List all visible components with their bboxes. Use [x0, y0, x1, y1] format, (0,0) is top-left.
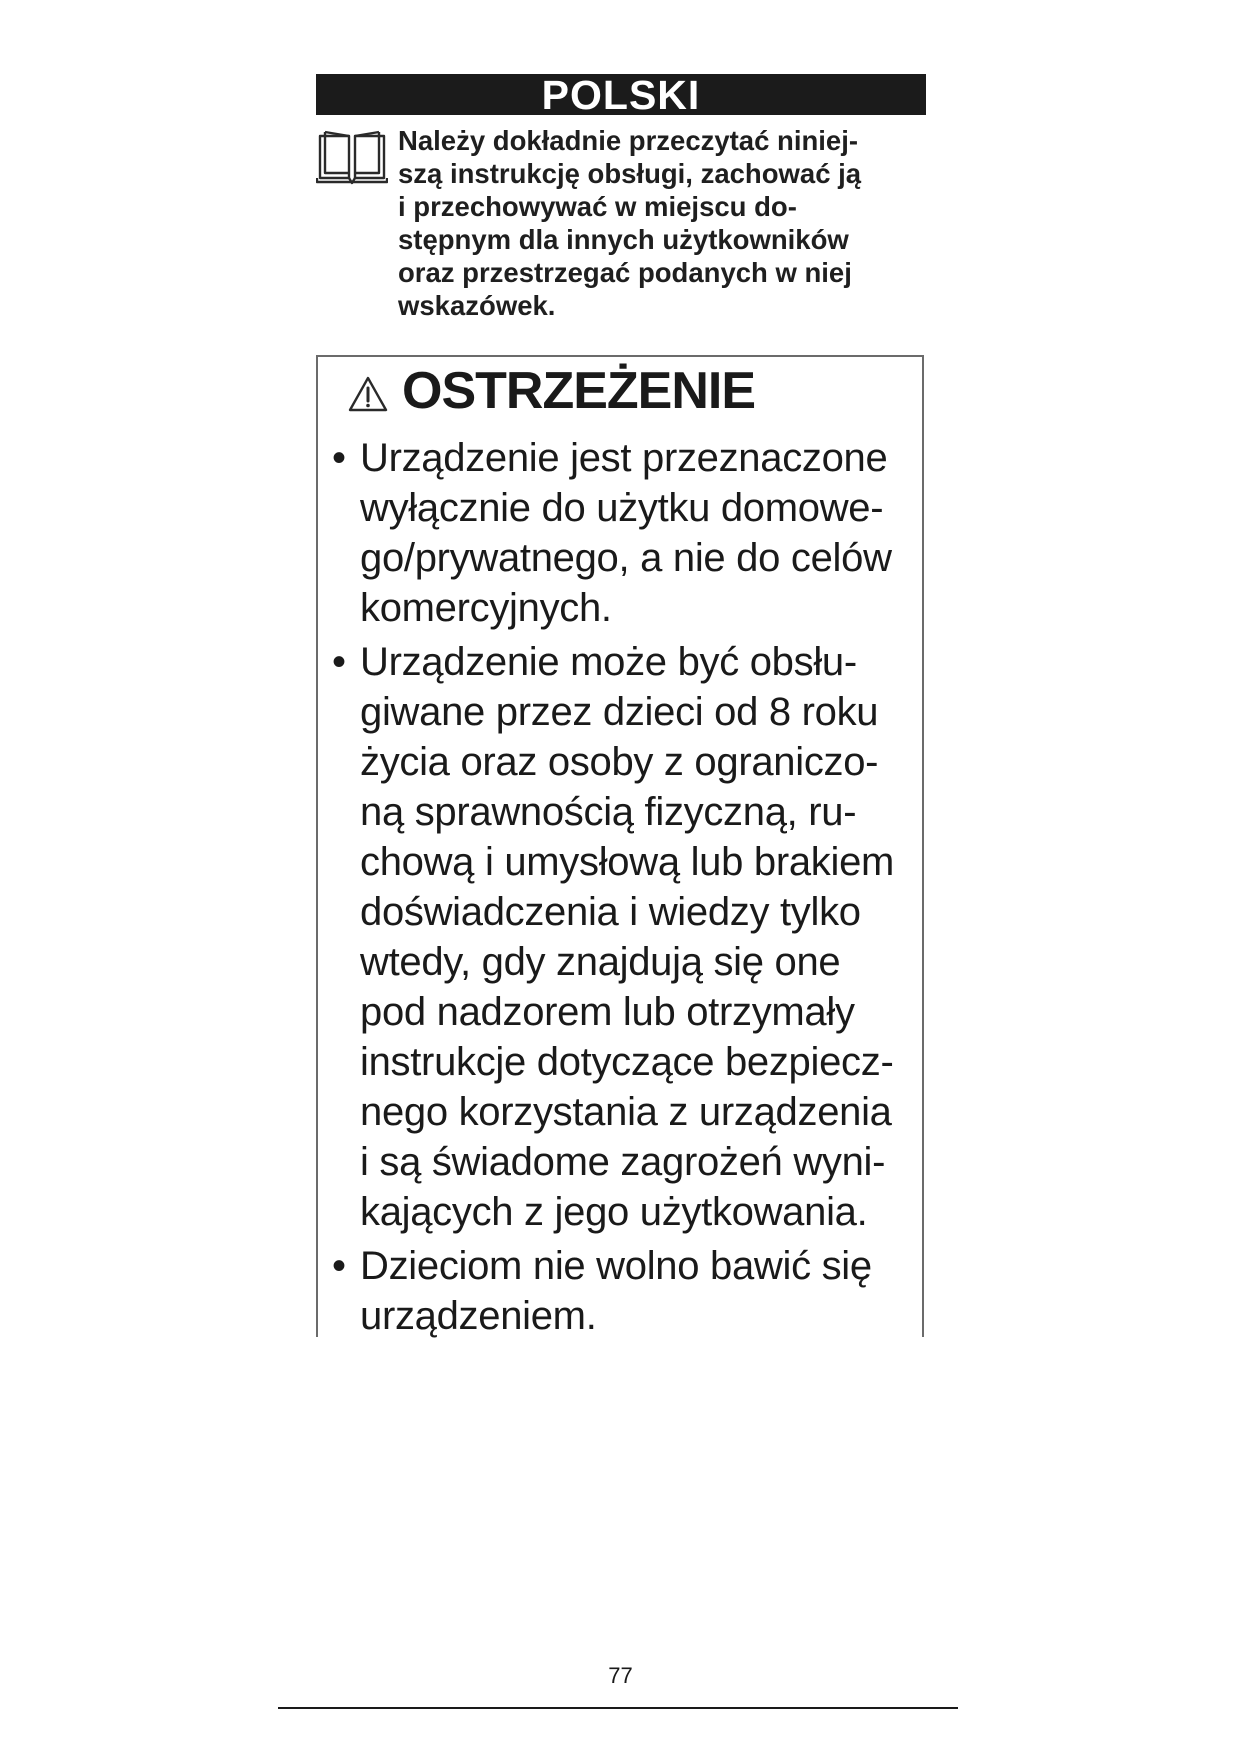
intro-line: i przechowywać w miejscu do-	[398, 191, 797, 222]
warning-line: go/prywatnego, a nie do celów	[360, 536, 892, 580]
warning-line: ną sprawnością fizyczną, ru-	[360, 790, 857, 834]
warning-line: i są świadome zagrożeń wyni-	[360, 1140, 886, 1184]
warning-line: doświadczenia i wiedzy tylko	[360, 890, 861, 934]
intro-line: szą instrukcję obsługi, zachować ją	[398, 158, 862, 189]
warning-line: Dzieciom nie wolno bawić się	[360, 1244, 872, 1288]
intro-paragraph	[398, 124, 918, 322]
warning-title	[348, 361, 755, 421]
bullet: •	[332, 640, 346, 684]
warning-triangle-icon	[348, 376, 388, 412]
warning-line: życia oraz osoby z ograniczo-	[360, 740, 879, 784]
warning-line: komercyjnych.	[360, 586, 612, 630]
intro-line: wskazówek.	[398, 290, 556, 321]
warning-line: urządzeniem.	[360, 1294, 597, 1338]
warning-item	[330, 1241, 920, 1341]
intro-line: stępnym dla innych użytkowników	[398, 224, 849, 255]
warning-line: giwane przez dzieci od 8 roku	[360, 690, 879, 734]
bullet: •	[332, 436, 346, 480]
intro-line: Należy dokładnie przeczytać niniej-	[398, 125, 859, 156]
warning-list	[330, 433, 920, 1345]
warning-line: wyłącznie do użytku domowe-	[360, 486, 884, 530]
warning-line: Urządzenie jest przeznaczone	[360, 436, 888, 480]
open-book-icon	[316, 128, 388, 186]
warning-box	[316, 355, 924, 1337]
language-header: POLSKI	[316, 74, 926, 115]
warning-line: wtedy, gdy znajdują się one	[360, 940, 841, 984]
warning-line: chową i umysłową lub brakiem	[360, 840, 895, 884]
footer-divider	[278, 1707, 958, 1709]
warning-item	[330, 433, 920, 633]
page-number: 77	[608, 1663, 633, 1688]
bullet: •	[332, 1244, 346, 1288]
warning-line: pod nadzorem lub otrzymały	[360, 990, 855, 1034]
warning-line: Urządzenie może być obsłu-	[360, 640, 857, 684]
intro-line: oraz przestrzegać podanych w niej	[398, 257, 852, 288]
warning-line: instrukcje dotyczące bezpiecz-	[360, 1040, 894, 1084]
warning-line: kających z jego użytkowania.	[360, 1190, 868, 1234]
warning-line: nego korzystania z urządzenia	[360, 1090, 892, 1134]
warning-item	[330, 637, 920, 1237]
warning-heading: OSTRZEŻENIE	[402, 362, 756, 420]
